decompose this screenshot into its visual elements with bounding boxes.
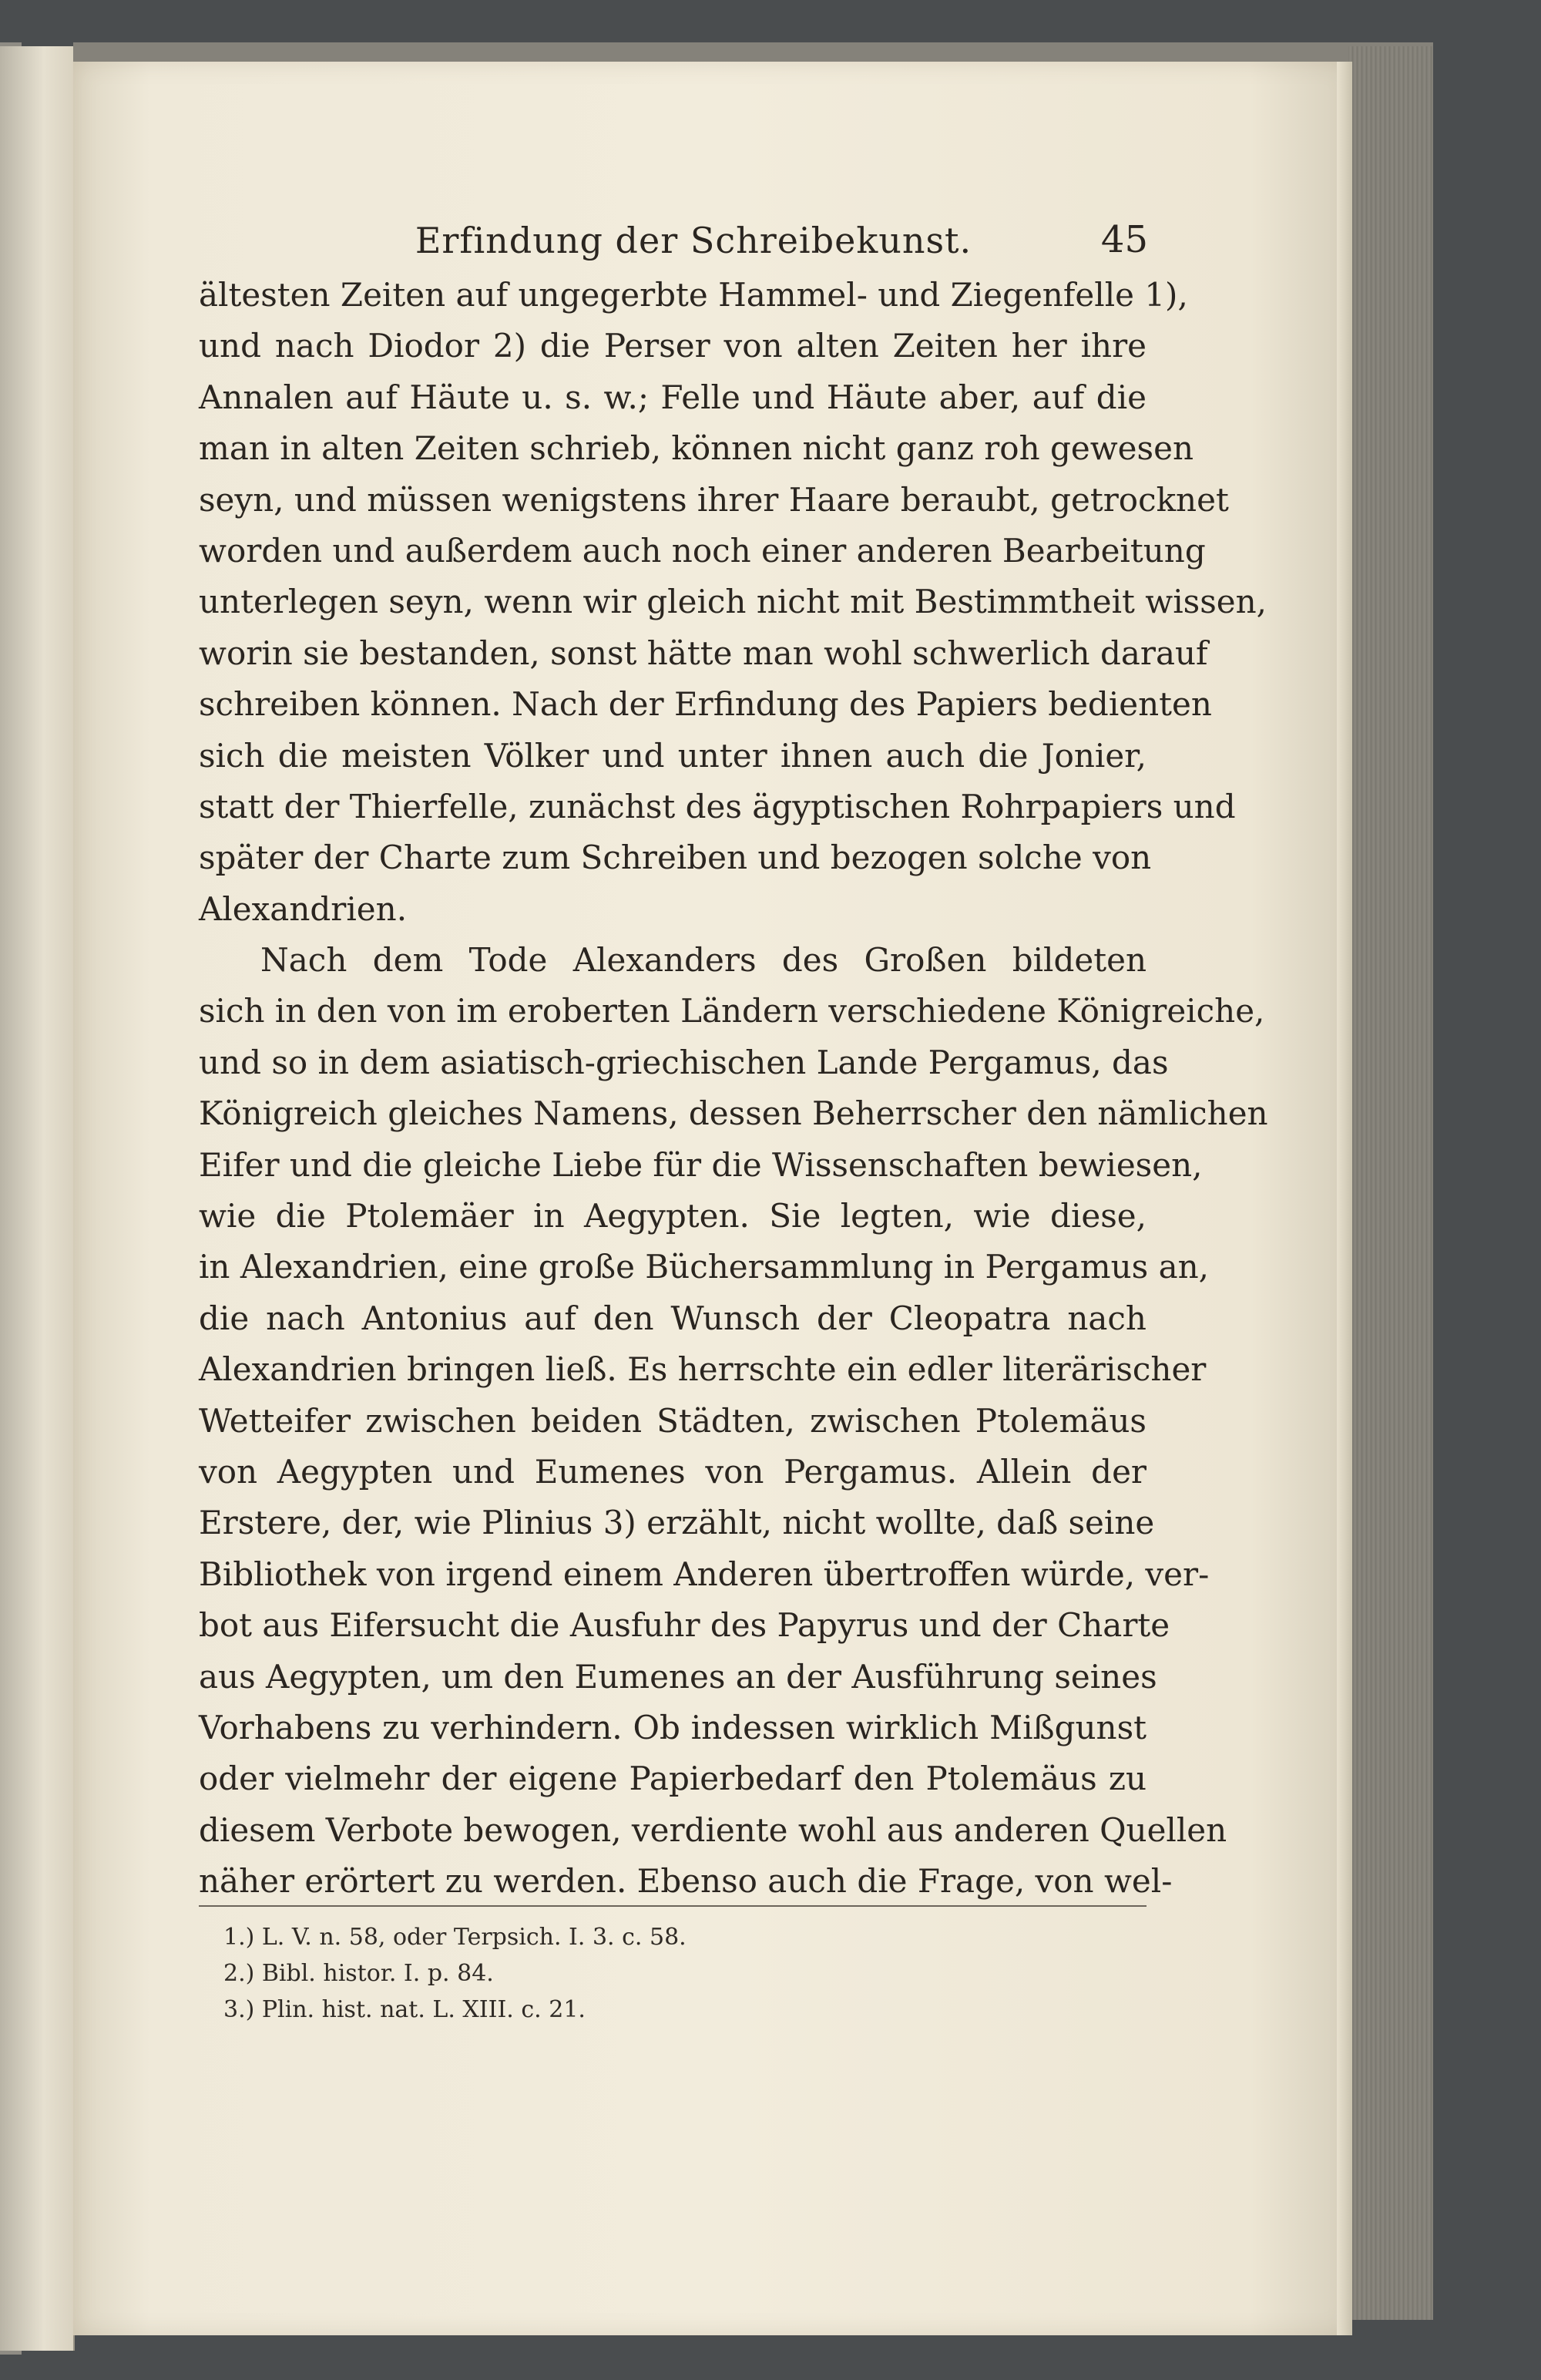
text-line: man in alten Zeiten schrieb, können nicht ganz roh gewesen xyxy=(199,429,1194,468)
text-line: und so in dem asiatisch-griechischen Lande Pergamus, das xyxy=(199,1043,1169,1081)
text-line: worden und außerdem auch noch einer anderen Bearbeitung xyxy=(199,531,1206,570)
text-line: Erstere, der, wie Plinius 3) erzählt, nicht wollte, daß seine xyxy=(199,1504,1155,1542)
text-line: sich die meisten Völker und unter ihnen auch die Jonier, xyxy=(199,736,1147,775)
text-line: Alexandrien bringen ließ. Es herrschte ein edler literärischer xyxy=(199,1350,1207,1389)
text-line: sich in den von im eroberten Ländern verschiedene Königreiche, xyxy=(199,992,1265,1030)
footnote: 2.) Bibl. histor. I. p. 84. xyxy=(223,1960,494,1987)
text-line: seyn, und müssen wenigstens ihrer Haare beraubt, getrocknet xyxy=(199,480,1229,519)
text-line: diesem Verbote bewogen, verdiente wohl aus anderen Quellen xyxy=(199,1810,1227,1849)
footnote: 1.) L. V. n. 58, oder Terpsich. I. 3. c. 58. xyxy=(223,1924,687,1951)
text-line: worin sie bestanden, sonst hätte man wohl schwerlich darauf xyxy=(199,634,1208,672)
text-line: wie die Ptolemäer in Aegypten. Sie legten, wie diese, xyxy=(199,1197,1147,1235)
text-line: ältesten Zeiten auf ungegerbte Hammel- und Ziegenfelle 1), xyxy=(199,276,1188,314)
running-header: Erfindung der Schreibekunst. xyxy=(415,220,972,261)
text-line: Königreich gleiches Namens, dessen Beherrscher den nämlichen xyxy=(199,1094,1268,1133)
text-line: Eifer und die gleiche Liebe für die Wissenschaften bewiesen, xyxy=(199,1145,1203,1184)
footnotes xyxy=(223,1919,1071,2028)
text-line: Bibliothek von irgend einem Anderen übertroffen würde, ver- xyxy=(199,1555,1210,1593)
text-line: von Aegypten und Eumenes von Pergamus. Allein der xyxy=(199,1452,1147,1491)
footnote: 3.) Plin. hist. nat. L. XIII. c. 21. xyxy=(223,1996,586,2023)
text-line: und nach Diodor 2) die Perser von alten Zeiten her ihre xyxy=(199,327,1147,365)
text-line: in Alexandrien, eine große Büchersammlung in Pergamus an, xyxy=(199,1248,1210,1286)
text-line: die nach Antonius auf den Wunsch der Cleopatra nach xyxy=(199,1299,1147,1337)
text-line: Annalen auf Häute u. s. w.; Felle und Häute aber, auf die xyxy=(199,378,1147,416)
text-line: Alexandrien. xyxy=(199,889,408,928)
body-text xyxy=(199,270,1268,1908)
page-edge-shadow xyxy=(1337,62,1352,2335)
text-line: Wetteifer zwischen beiden Städten, zwischen Ptolemäus xyxy=(199,1401,1147,1440)
footnote-rule xyxy=(199,1905,1147,1907)
text-line: später der Charte zum Schreiben und bezogen solche von xyxy=(199,839,1152,877)
text-line: näher erörtert zu werden. Ebenso auch die Frage, von wel- xyxy=(199,1862,1173,1901)
text-line: Nach dem Tode Alexanders des Großen bildeten xyxy=(260,941,1147,980)
text-line: statt der Thierfelle, zunächst des ägyptischen Rohrpapiers und xyxy=(199,787,1236,825)
text-line: aus Aegypten, um den Eumenes an der Ausführung seines xyxy=(199,1657,1157,1696)
left-page-edge xyxy=(0,46,75,2351)
book-cover-right xyxy=(1348,46,1433,2320)
text-line: bot aus Eifersucht die Ausfuhr des Papyrus und der Charte xyxy=(199,1606,1170,1645)
text-line: Vorhabens zu verhindern. Ob indessen wirklich Mißgunst xyxy=(199,1708,1147,1746)
page-number: 45 xyxy=(1100,218,1148,261)
text-line: oder vielmehr der eigene Papierbedarf den Ptolemäus zu xyxy=(199,1760,1147,1798)
text-line: unterlegen seyn, wenn wir gleich nicht mit Bestimmtheit wissen, xyxy=(199,583,1267,621)
text-line: schreiben können. Nach der Erfindung des Papiers bedienten xyxy=(199,685,1212,724)
